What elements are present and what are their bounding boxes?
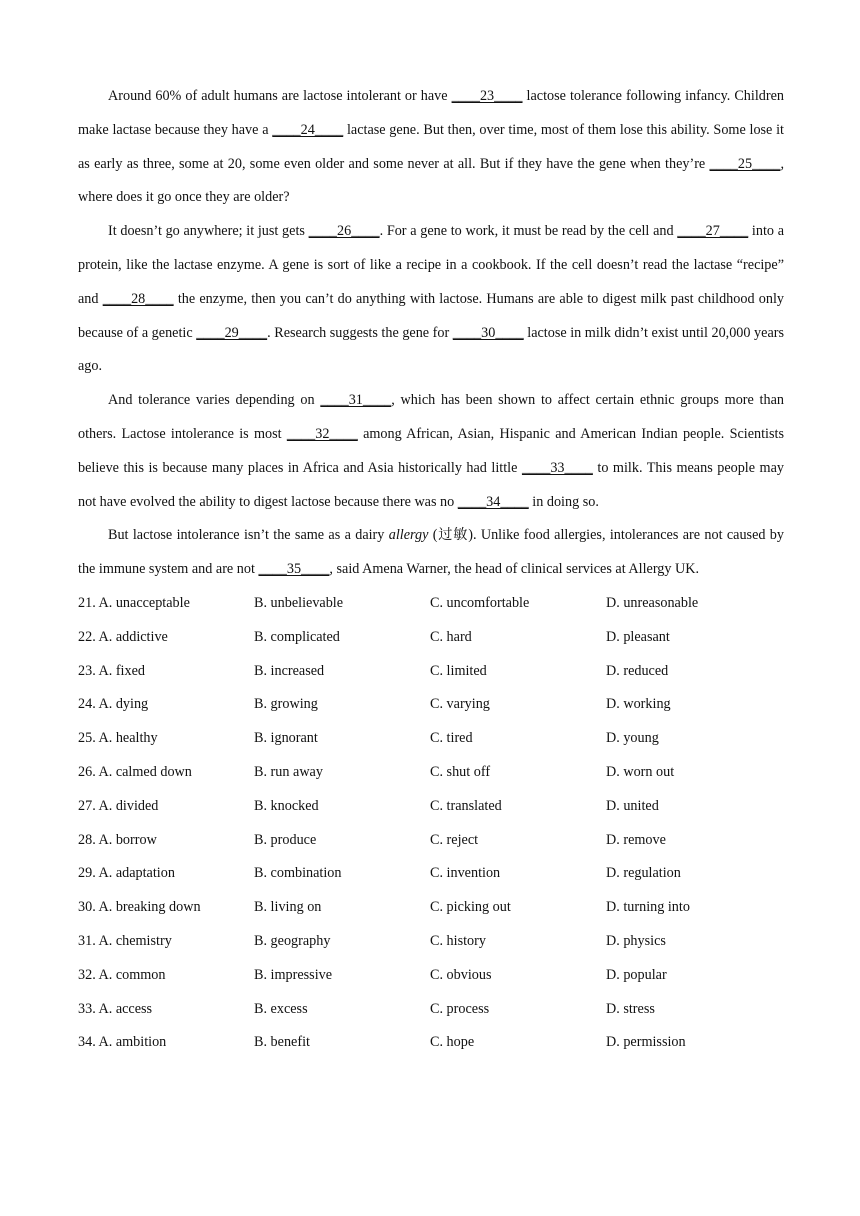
cloze-passage: [78, 80, 784, 587]
passage-text: . Research suggests the gene for: [267, 324, 453, 341]
passage-text: , where does it go once they are older?: [78, 155, 784, 206]
passage-text: lactose in milk didn’t exist until 20,000 years ago.: [78, 324, 784, 375]
passage-paragraph: [78, 80, 784, 215]
option-b: B. growing: [254, 696, 318, 713]
option-b: B. knocked: [254, 797, 319, 814]
option-a: 34. A. ambition: [78, 1034, 167, 1051]
passage-text: the enzyme, then you can’t do anything with lactose. Humans are able to digest milk past childhood only because of a genetic: [78, 290, 784, 341]
option-b: B. complicated: [254, 628, 340, 645]
question-row: [78, 790, 784, 824]
question-row: [78, 655, 784, 689]
option-a: 26. A. calmed down: [78, 763, 192, 780]
option-d: D. worn out: [606, 763, 675, 780]
option-b: B. unbelievable: [254, 594, 344, 611]
option-a: 30. A. breaking down: [78, 899, 201, 916]
option-d: D. turning into: [606, 899, 690, 916]
option-c: C. obvious: [430, 966, 492, 983]
question-row: [78, 925, 784, 959]
passage-text: (过敏). Unlike food allergies, intolerances are not caused by the immune system and are not: [78, 527, 784, 578]
question-row: [78, 688, 784, 722]
question-row: [78, 993, 784, 1027]
option-b: B. run away: [254, 763, 323, 780]
option-d: D. unreasonable: [606, 594, 699, 611]
question-row: [78, 621, 784, 655]
answer-blank: ____29____: [196, 324, 268, 341]
answer-blank: ____33____: [521, 459, 593, 476]
question-row: [78, 857, 784, 891]
italic-term: allergy: [388, 527, 429, 544]
option-b: B. living on: [254, 899, 322, 916]
passage-text: in doing so.: [528, 493, 599, 510]
option-c: C. invention: [430, 865, 501, 882]
passage-text: into a protein, like the lactase enzyme. A gene is sort of like a recipe in a cookbook. If the cell doesn’t read the lactase “recipe” and: [78, 223, 784, 307]
option-a: 25. A. healthy: [78, 730, 158, 747]
option-d: D. remove: [606, 831, 666, 848]
answer-blank: ____35____: [258, 561, 330, 578]
option-b: B. increased: [254, 662, 325, 679]
option-b: B. excess: [254, 1000, 308, 1017]
option-d: D. popular: [606, 966, 667, 983]
answer-blank: ____32____: [286, 425, 358, 442]
passage-paragraph: [78, 215, 784, 384]
question-row: [78, 756, 784, 790]
option-a: 21. A. unacceptable: [78, 594, 190, 611]
passage-paragraph: [78, 519, 784, 587]
question-row: [78, 587, 784, 621]
passage-text: Around 60% of adult humans are lactose intolerant or have: [108, 88, 452, 104]
option-d: D. regulation: [606, 865, 681, 882]
passage-text: It doesn’t go anywhere; it just gets: [108, 223, 309, 240]
option-a: 23. A. fixed: [78, 662, 145, 679]
option-c: C. hard: [430, 628, 472, 645]
option-a: 27. A. divided: [78, 797, 159, 814]
passage-text: lactase gene. But then, over time, most of them lose this ability. Some lose it as early as three, some at 20, some even older and some never at all. But if they have the gene when they’re: [78, 121, 784, 172]
option-a: 24. A. dying: [78, 696, 149, 713]
option-d: D. permission: [606, 1034, 686, 1051]
question-row: [78, 1026, 784, 1060]
option-c: C. shut off: [430, 763, 491, 780]
option-d: D. pleasant: [606, 628, 670, 645]
question-row: [78, 824, 784, 858]
answer-blank: ____23____: [451, 88, 523, 104]
question-row: [78, 959, 784, 993]
option-d: D. united: [606, 797, 659, 814]
answer-blank: ____26____: [308, 223, 380, 240]
option-b: B. combination: [254, 865, 342, 882]
option-b: B. ignorant: [254, 730, 318, 747]
option-c: C. varying: [430, 696, 490, 713]
option-c: C. translated: [430, 797, 502, 814]
option-a: 32. A. common: [78, 966, 166, 983]
passage-text: And tolerance varies depending on: [108, 392, 321, 409]
option-d: D. young: [606, 730, 659, 747]
answer-blank: ____24____: [272, 121, 344, 138]
passage-text: lactose tolerance following infancy. Children make lactase because they have a: [78, 88, 784, 138]
option-c: C. hope: [430, 1034, 475, 1051]
passage-text: among African, Asian, Hispanic and American Indian people. Scientists believe this is because many places in Africa and Asia historically had little: [78, 425, 784, 476]
option-c: C. reject: [430, 831, 479, 848]
option-c: C. process: [430, 1000, 490, 1017]
answer-blank: ____25____: [709, 155, 781, 172]
option-a: 28. A. borrow: [78, 831, 157, 848]
option-c: C. limited: [430, 662, 487, 679]
passage-text: . For a gene to work, it must be read by the cell and: [379, 223, 678, 240]
answer-options: [78, 587, 784, 1060]
option-d: D. physics: [606, 932, 666, 949]
answer-blank: ____31____: [320, 392, 392, 409]
option-b: B. impressive: [254, 966, 333, 983]
passage-text: to milk. This means people may not have evolved the ability to digest lactose because there was no: [78, 459, 784, 510]
option-d: D. stress: [606, 1000, 655, 1017]
answer-blank: ____34____: [457, 493, 529, 510]
option-c: C. uncomfortable: [430, 594, 530, 611]
passage-text: , which has been shown to affect certain ethnic groups more than others. Lactose intolerance is most: [78, 392, 784, 442]
passage-text: , said Amena Warner, the head of clinical services at Allergy UK.: [329, 561, 700, 578]
option-b: B. geography: [254, 932, 331, 949]
option-d: D. working: [606, 696, 671, 713]
question-row: [78, 891, 784, 925]
answer-blank: ____27____: [677, 223, 749, 240]
option-c: C. picking out: [430, 899, 511, 916]
option-a: 33. A. access: [78, 1000, 153, 1017]
option-a: 31. A. chemistry: [78, 932, 172, 949]
passage-text: But lactose intolerance isn’t the same as a dairy: [108, 527, 389, 544]
passage-paragraph: [78, 384, 784, 519]
option-b: B. produce: [254, 831, 317, 848]
answer-blank: ____28____: [102, 290, 174, 307]
document-page: [78, 80, 784, 1060]
option-c: C. history: [430, 932, 486, 949]
option-b: B. benefit: [254, 1034, 310, 1051]
question-row: [78, 722, 784, 756]
option-a: 22. A. addictive: [78, 628, 168, 645]
option-a: 29. A. adaptation: [78, 865, 175, 882]
answer-blank: ____30____: [452, 324, 524, 341]
option-d: D. reduced: [606, 662, 669, 679]
option-c: C. tired: [430, 730, 473, 747]
